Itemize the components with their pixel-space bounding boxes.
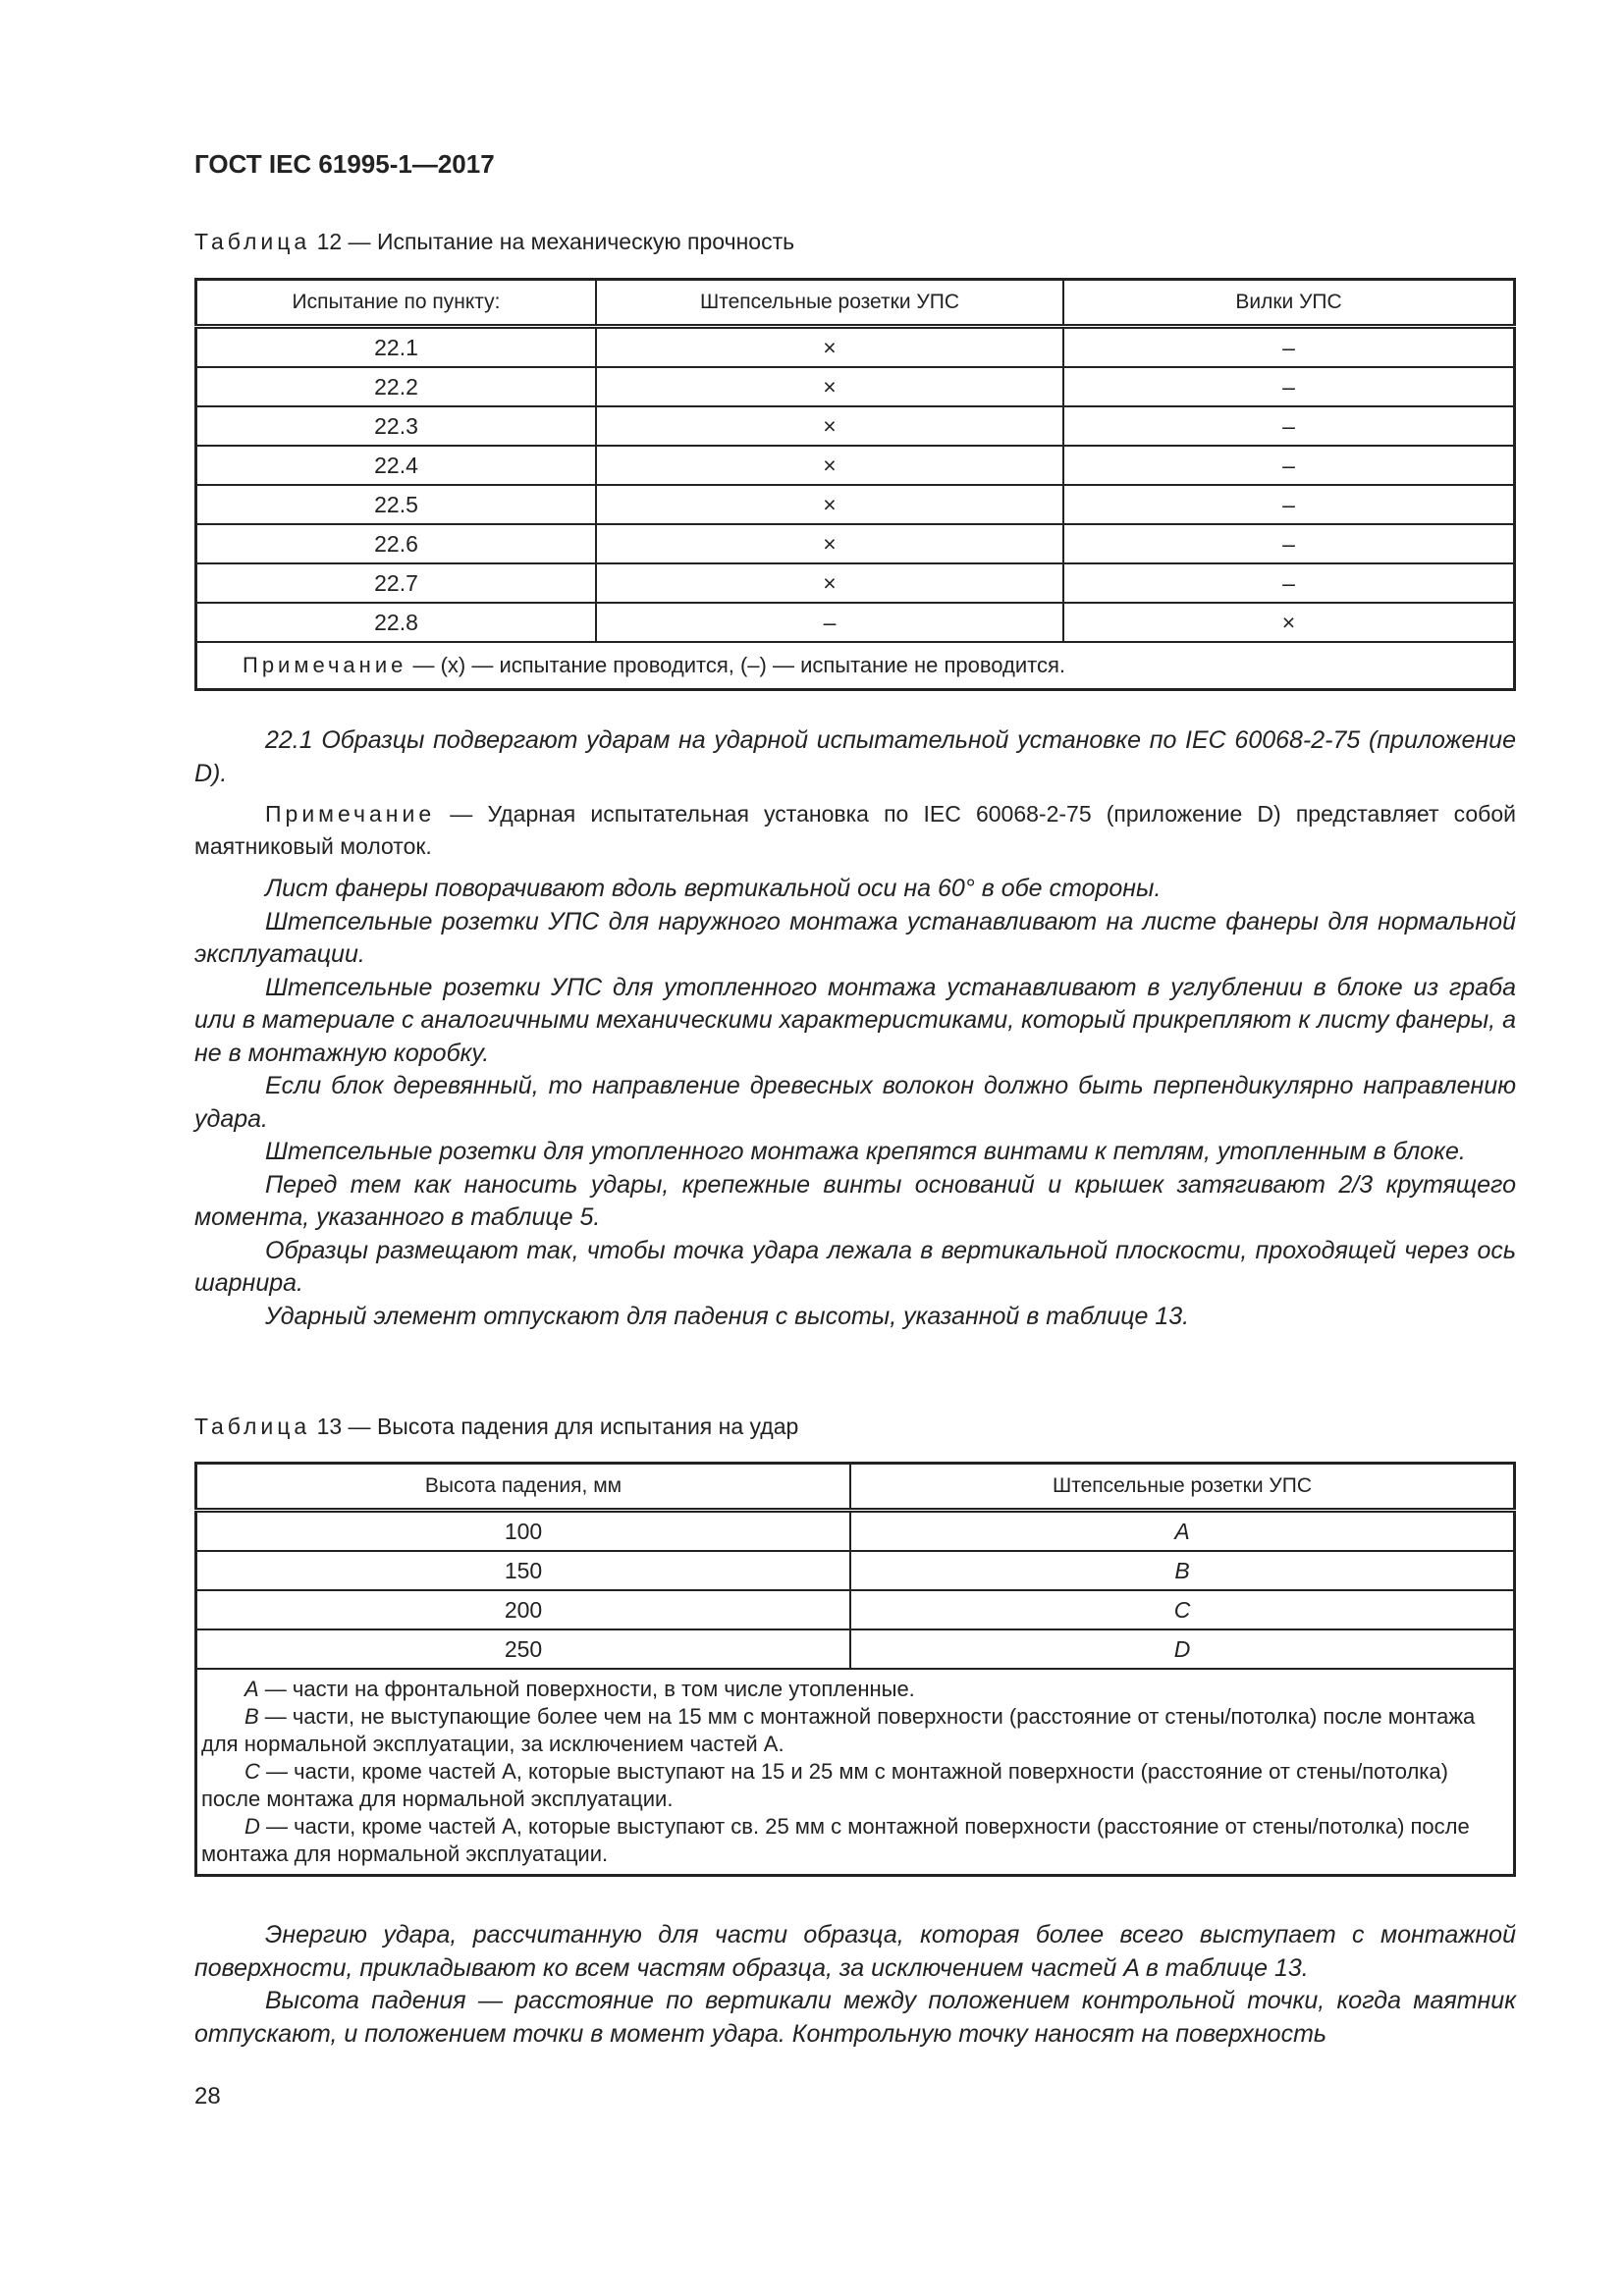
column-header: Высота падения, мм	[196, 1464, 851, 1511]
note-text: — (x) — испытание проводится, (–) — испытание не проводится.	[406, 653, 1066, 677]
table-cell: ×	[596, 367, 1063, 406]
table-row	[196, 367, 1515, 406]
table-note	[196, 642, 1515, 690]
column-header: Вилки УПС	[1063, 280, 1515, 327]
table-cell: ×	[596, 327, 1063, 368]
note-label: Примечание	[243, 653, 407, 677]
table-row	[196, 446, 1515, 485]
table-cell: 22.5	[196, 485, 597, 524]
table-row	[196, 327, 1515, 368]
closing-paragraphs	[194, 1919, 1516, 2051]
table-cell: C	[850, 1590, 1515, 1629]
table-cell: 150	[196, 1551, 851, 1590]
table-cell: 200	[196, 1590, 851, 1629]
table-row	[196, 524, 1515, 563]
table-row	[196, 1590, 1515, 1629]
caption-label: Таблица	[194, 229, 311, 254]
table-cell: –	[1063, 563, 1515, 603]
table-cell: –	[1063, 485, 1515, 524]
table-row	[196, 1511, 1515, 1552]
table-cell: ×	[596, 563, 1063, 603]
table-13-caption	[194, 1414, 1516, 1440]
table-cell: 22.2	[196, 367, 597, 406]
page-number: 28	[194, 2083, 221, 2109]
table-cell: ×	[596, 406, 1063, 446]
table-12	[194, 278, 1516, 691]
legend-item	[201, 1703, 1509, 1758]
table-12-caption	[194, 229, 1516, 255]
legend-key: D	[244, 1814, 260, 1839]
table-cell: –	[1063, 524, 1515, 563]
table-cell: –	[1063, 446, 1515, 485]
table-cell: ×	[596, 524, 1063, 563]
legend-key: C	[244, 1759, 260, 1784]
table-cell: –	[1063, 327, 1515, 368]
paragraph: Штепсельные розетки для утопленного монтажа крепятся винтами к петлям, утопленным в блоке.	[265, 1138, 1466, 1165]
table-cell: –	[1063, 367, 1515, 406]
paragraph: Образцы размещают так, чтобы точка удара лежала в вертикальной плоскости, проходящей через ось шарнира.	[194, 1236, 1516, 1297]
column-header: Штепсельные розетки УПС	[596, 280, 1063, 327]
table-row	[196, 563, 1515, 603]
table-row	[196, 485, 1515, 524]
paragraph: Энергию удара, рассчитанную для части образца, которая более всего выступает с монтажной поверхности, прикладывают ко всем частям образца, за исключением частей A в таблице 13.	[194, 1921, 1516, 1982]
legend-key: B	[244, 1704, 259, 1729]
table-cell: 22.8	[196, 603, 597, 642]
paragraph: Лист фанеры поворачивают вдоль вертикальной оси на 60° в обе стороны.	[265, 875, 1162, 902]
paragraph: Высота падения — расстояние по вертикали между положением контрольной точки, когда маятник отпускают, и положением точки в момент удара. Контрольную точку наносят на поверхность	[194, 1987, 1516, 2048]
table-cell: ×	[1063, 603, 1515, 642]
table-row	[196, 406, 1515, 446]
caption-label: Таблица	[194, 1414, 311, 1439]
table-row	[196, 1629, 1515, 1669]
table-cell: –	[1063, 406, 1515, 446]
paragraph: Ударный элемент отпускают для падения с высоты, указанной в таблице 13.	[265, 1302, 1190, 1330]
table-cell: 22.7	[196, 563, 597, 603]
table-cell: D	[850, 1629, 1515, 1669]
caption-text: 12 — Испытание на механическую прочность	[316, 229, 795, 254]
section-22-1	[194, 724, 1516, 1333]
legend-item	[201, 1758, 1509, 1813]
caption-text: 13 — Высота падения для испытания на удар	[316, 1414, 799, 1439]
table-row	[196, 1551, 1515, 1590]
legend-text: — части, кроме частей A, которые выступают на 15 и 25 мм с монтажной поверхности (расстояние от стены/потолка) после монтажа для нормальной эксплуатации.	[201, 1759, 1448, 1811]
table-cell: A	[850, 1511, 1515, 1552]
column-header: Испытание по пункту:	[196, 280, 597, 327]
paragraph: 22.1 Образцы подвергают ударам на ударной испытательной установке по IEC 60068-2-75 (приложение D).	[194, 726, 1516, 787]
table-cell: ×	[596, 446, 1063, 485]
table-cell: 250	[196, 1629, 851, 1669]
table-cell: B	[850, 1551, 1515, 1590]
legend-text: — части, не выступающие более чем на 15 мм с монтажной поверхности (расстояние от стены/потолка) после монтажа для нормальной эксплуатации, за исключением частей A.	[201, 1704, 1476, 1756]
table-cell: 22.4	[196, 446, 597, 485]
paragraph: Перед тем как наносить удары, крепежные винты оснований и крышек затягивают 2/3 крутящего момента, указанного в таблице 5.	[194, 1170, 1516, 1231]
table-cell: 100	[196, 1511, 851, 1552]
table-notes	[196, 1669, 1515, 1876]
table-13	[194, 1462, 1516, 1877]
note-label: Примечание	[265, 801, 436, 827]
section-note	[194, 798, 1516, 863]
legend-text: — части на фронтальной поверхности, в том числе утопленные.	[258, 1677, 915, 1701]
legend-item	[201, 1813, 1509, 1868]
legend-text: — части, кроме частей A, которые выступают св. 25 мм с монтажной поверхности (расстояние от стены/потолка) после монтажа для нормальной эксплуатации.	[201, 1814, 1470, 1866]
table-cell: 22.3	[196, 406, 597, 446]
table-cell: 22.6	[196, 524, 597, 563]
table-cell: –	[596, 603, 1063, 642]
legend-key: A	[244, 1677, 259, 1701]
table-row	[196, 603, 1515, 642]
paragraph: Штепсельные розетки УПС для наружного монтажа устанавливают на листе фанеры для нормальной эксплуатации.	[194, 907, 1516, 968]
legend-item	[201, 1676, 1509, 1703]
table-cell: 22.1	[196, 327, 597, 368]
column-header: Штепсельные розетки УПС	[850, 1464, 1515, 1511]
table-cell: ×	[596, 485, 1063, 524]
note-text: — Ударная испытательная установка по IEC 60068-2-75 (приложение D) представляет собой маятниковый молоток.	[194, 801, 1516, 859]
document-header: ГОСТ IEC 61995-1—2017	[194, 149, 495, 179]
paragraph: Штепсельные розетки УПС для утопленного монтажа устанавливают в углублении в блоке из граба или в материале с аналогичными механическими характеристиками, который прикрепляют к листу фанеры, а не в монтажную коробку.	[194, 973, 1516, 1067]
paragraph: Если блок деревянный, то направление древесных волокон должно быть перпендикулярно направлению удара.	[194, 1072, 1516, 1133]
